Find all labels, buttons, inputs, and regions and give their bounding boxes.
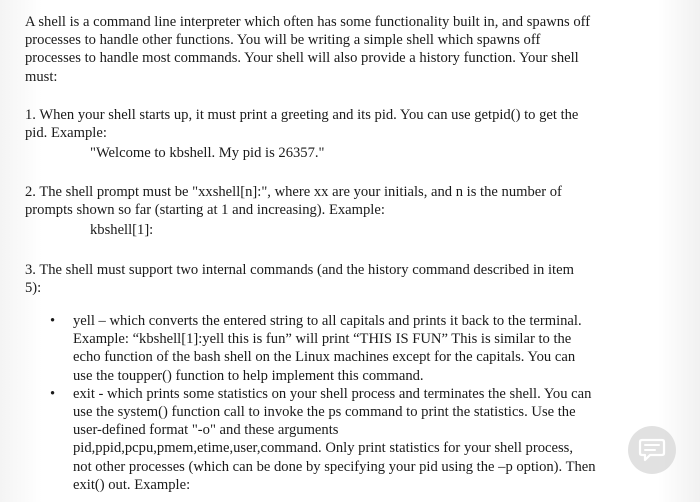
item-1-paragraph: [25, 106, 665, 142]
item-2-line: prompts shown so far (starting at 1 and increasing). Example:: [25, 202, 385, 219]
command-bullet-list: [48, 312, 668, 494]
bullet-line: use the toupper() function to help implement this command.: [73, 367, 424, 384]
item-3-line: 3. The shell must support two internal commands (and the history command described in item: [25, 262, 574, 278]
intro-line: processes to handle most commands. Your shell will also provide a history function. Your shell: [25, 50, 579, 67]
item-2-paragraph: [25, 183, 665, 219]
intro-line: A shell is a command line interpreter which often has some functionality built in, and spawns off: [25, 14, 591, 30]
intro-line: must:: [25, 68, 58, 85]
intro-paragraph: [25, 13, 665, 86]
bullet-icon: •: [50, 385, 56, 402]
bullet-line: user-defined format "-o" and these arguments: [73, 422, 339, 439]
bullet-icon: •: [50, 313, 56, 329]
bullet-line: not other processes (which can be done by specifying your pid using the –p option). Then: [73, 458, 596, 475]
item-2-line: 2. The shell prompt must be "xxshell[n]:", where xx are your initials, and n is the number of: [25, 184, 562, 200]
bullet-line: exit() out. Example:: [73, 476, 191, 493]
bullet-line: use the system() function call to invoke the ps command to print the statistics. Use the: [73, 404, 576, 421]
item-1-line: 1. When your shell starts up, it must print a greeting and its pid. You can use getpid() to get the: [25, 107, 579, 123]
item-1-line: pid. Example:: [25, 125, 107, 142]
bullet-line: echo function of the bash shell on the Linux machines except for the capitals. You can: [73, 349, 576, 366]
item-2-example: kbshell[1]:: [90, 222, 154, 238]
chat-widget-button[interactable]: [628, 426, 676, 474]
item-3-paragraph: [25, 261, 665, 297]
list-item: [48, 385, 668, 494]
list-item: [48, 312, 668, 385]
item-3-line: 5):: [25, 280, 42, 297]
bullet-line: pid,ppid,pcpu,pmem,etime,user,command. Only print statistics for your shell process,: [73, 440, 573, 457]
item-1-example: "Welcome to kbshell. My pid is 26357.": [90, 145, 325, 161]
bullet-line: exit - which prints some statistics on your shell process and terminates the shell. You can: [73, 385, 592, 402]
chat-bubble-icon: [638, 437, 666, 463]
intro-line: processes to handle other functions. You will be writing a simple shell which spawns off: [25, 32, 541, 49]
bullet-line: yell – which converts the entered string to all capitals and prints it back to the terminal.: [73, 313, 582, 329]
bullet-line: Example: “kbshell[1]:yell this is fun” will print “THIS IS FUN” This is similar to the: [73, 331, 572, 348]
